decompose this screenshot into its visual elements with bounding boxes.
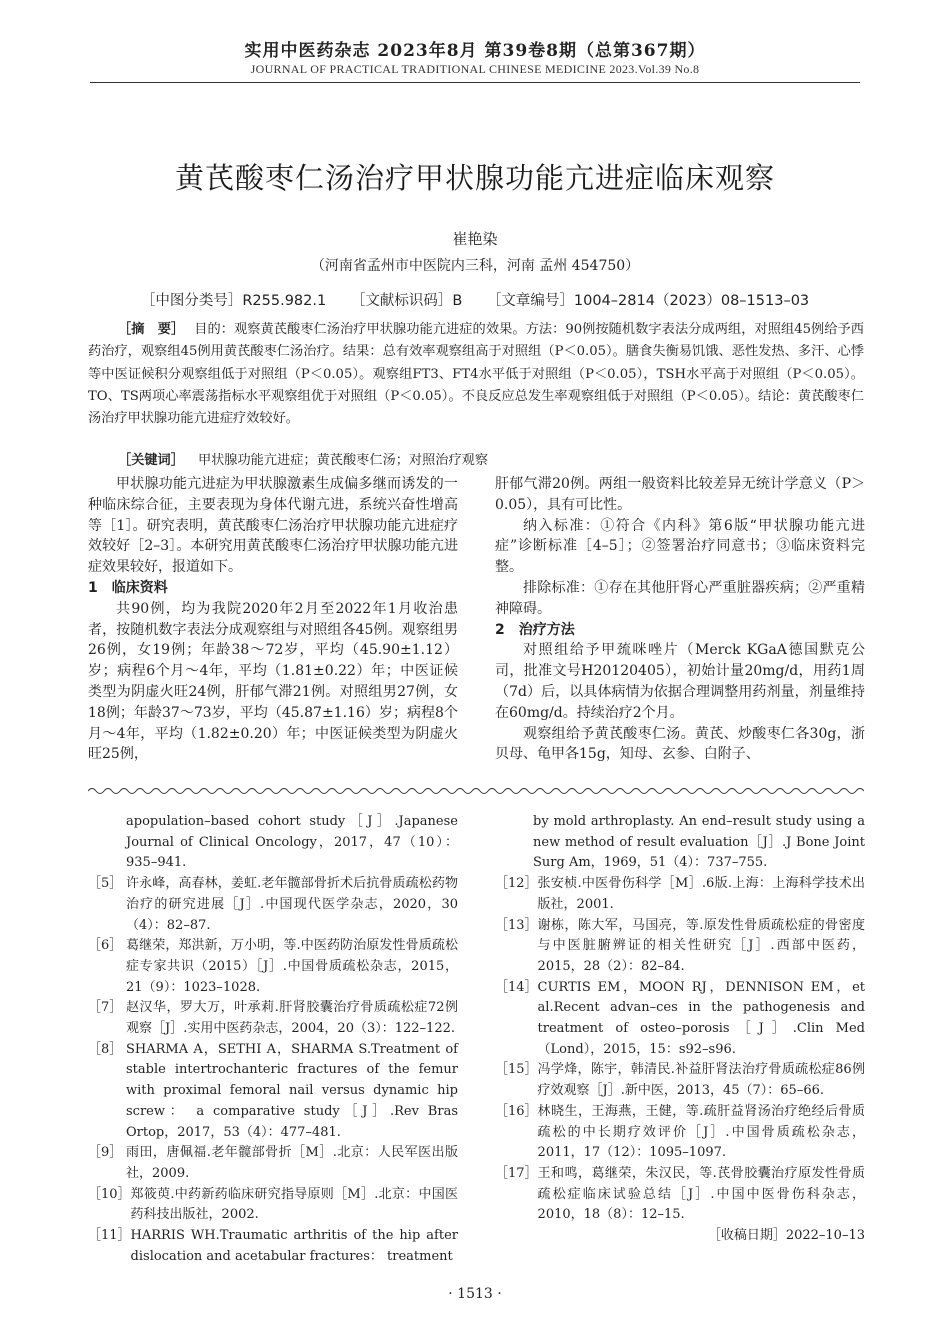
reference-number: ［14］	[495, 979, 538, 995]
reference-number: ［8］	[88, 1041, 123, 1057]
body-paragraph: 排除标准：①存在其他肝肾心严重脏器疾病；②严重精神障碍。	[495, 579, 865, 617]
reference-item	[88, 936, 458, 998]
reference-item	[495, 978, 865, 1061]
journal-header-en: JOURNAL OF PRACTICAL TRADITIONAL CHINESE MEDICINE 2023.Vol.39 No.8	[250, 62, 700, 76]
reference-text: 谢栋，陈大军，马国亮，等.原发性骨质疏松症的骨密度与中医脏腑辨证的相关性研究［J］.西部中医药，2015，28（2）：82–84.	[537, 917, 865, 974]
author: 崔艳染	[452, 230, 498, 248]
reference-number: ［12］	[495, 876, 538, 892]
reference-item	[495, 916, 865, 978]
references-column-left	[88, 812, 458, 1267]
body-paragraph: 甲状腺功能亢进症为甲状腺激素生成偏多继而诱发的一种临床综合征，主要表现为身体代谢亢进，系统兴奋性增高等［1］。研究表明，黄芪酸枣仁汤治疗甲状腺功能亢进症疗效较好［2–3］。本研究用黄芪酸枣仁汤治疗甲状腺功能亢进症效果较好，报道如下。	[88, 476, 458, 576]
clc-number: ［中图分类号］R255.982.1	[140, 293, 327, 309]
reference-number: ［6］	[88, 938, 123, 954]
reference-item	[495, 812, 865, 874]
reference-item	[495, 874, 865, 915]
reference-item	[495, 1164, 865, 1226]
reference-number: ［15］	[495, 1062, 538, 1078]
reference-item	[88, 1040, 458, 1144]
reference-item	[88, 1226, 458, 1267]
journal-header-cn: 实用中医药杂志 2023年8月 第39卷8期（总第367期）	[244, 41, 706, 61]
reference-number: ［7］	[88, 1000, 123, 1016]
reference-text: 雨田，唐佩福.老年髋部骨折［M］.北京：人民军医出版社，2009.	[126, 1145, 458, 1181]
abstract-text: 目的：观察黄芪酸枣仁汤治疗甲状腺功能亢进症的效果。方法：90例按随机数字表法分成两组，对照组45例给予西药治疗，观察组45例用黄芪酸枣仁汤治疗。结果：总有效率观察组高于对照组（P＜0.05）。膳食失衡易饥饿、恶性发热、多汗、心悸等中医证候积分观察组低于对照组（P＜0.05）。观察组FT3、FT4水平低于对照组（P＜0.05），TSH水平高于对照组（P＜0.05）。TO、TS两项心率震荡指标水平观察组优于对照组（P＜0.05）。不良反应总发生率观察组低于对照组（P＜0.05）。结论：黄芪酸枣仁汤治疗甲状腺功能亢进症疗效较好。	[88, 322, 864, 427]
abstract-label: ［摘 要］	[118, 322, 185, 337]
body-paragraph: 对照组给予甲巯咪唑片（Merck KGaA德国默克公司，批准文号H20120405），初始计量20mg/d，用药1周（7d）后，以具体病情为依据合理调整用药剂量，剂量维持在60mg/d。持续治疗2个月。	[495, 642, 865, 721]
wavy-divider	[88, 785, 864, 797]
body-column-right	[495, 474, 865, 765]
reference-item	[88, 874, 458, 936]
reference-text: SHARMA A，SETHI A，SHARMA S.Treatment of stable intertrochanteric fractures of the femur with proximal femoral nail versus dynamic hip screw： a comparative study［J］.Rev Bras Ortop，2017，53（4）：477–481.	[126, 1041, 458, 1140]
reference-text: 冯学烽，陈宇，韩清民.补益肝肾法治疗骨质疏松症86例疗效观察［J］.新中医，2013，45（7）：65–66.	[537, 1062, 865, 1099]
reference-number: ［5］	[88, 876, 123, 892]
header-rule	[90, 82, 860, 83]
body-paragraph: 肝郁气滞20例。两组一般资料比较差异无统计学意义（P＞0.05），具有可比性。	[495, 476, 865, 513]
reference-number: ［16］	[495, 1103, 538, 1119]
reference-text: 许永峰，高春林，姜虹.老年髋部骨折术后抗骨质疏松药物治疗的研究进展［J］.中国现代医学杂志，2020，30（4）：82–87.	[126, 876, 458, 933]
article-title: 黄芪酸枣仁汤治疗甲状腺功能亢进症临床观察	[174, 161, 775, 195]
reference-text: HARRIS WH.Traumatic arthritis of the hip after dislocation and acetabular fractures： treatment	[130, 1228, 458, 1264]
reference-number: ［11］	[88, 1228, 131, 1244]
reference-item	[88, 998, 458, 1039]
reference-text: apopulation–based cohort study［J］.Japanese Journal of Clinical Oncology，2017，47（10）：935–941.	[126, 814, 458, 871]
abstract	[88, 319, 864, 430]
reference-text: 郑筱萸.中药新药临床研究指导原则［M］.北京：中国医药科技出版社，2002.	[130, 1186, 458, 1223]
reference-text: CURTIS EM，MOON RJ，DENNISON EM，et al.Recent advan–ces in the pathogenesis and treatment of osteo–porosis［J］.Clin Med（Lond），2015，15：s92–s96.	[537, 979, 865, 1057]
reference-number: ［9］	[88, 1145, 123, 1161]
section-heading: 1 临床资料	[88, 579, 168, 596]
reference-item	[495, 1102, 865, 1164]
section-heading: 2 治疗方法	[495, 621, 575, 638]
article-number: ［文章编号］1004–2814（2023）08–1513–03	[486, 293, 810, 309]
reference-item	[495, 1060, 865, 1101]
reference-text: 林晓生，王海燕，王健，等.疏肝益肾汤治疗绝经后骨质疏松的中长期疗效评价［J］.中国骨质疏松杂志，2011，17（12）：1095–1097.	[537, 1103, 865, 1161]
keywords-label: ［关键词］	[118, 453, 184, 468]
reference-item	[88, 1143, 458, 1184]
body-paragraph: 观察组给予黄芪酸枣仁汤。黄芪、炒酸枣仁各30g，浙贝母、龟甲各15g，知母、玄参、白附子、	[495, 725, 865, 763]
classification-line	[0, 289, 950, 310]
reference-item	[88, 812, 458, 874]
document-code: ［文献标识码］B	[350, 293, 463, 309]
reference-item	[88, 1185, 458, 1226]
reference-text: 张安桢.中医骨伤科学［M］.6版.上海：上海科学技术出版社，2001.	[537, 876, 865, 912]
affiliation: （河南省孟州市中医院内三科，河南 孟州 454750）	[310, 258, 640, 274]
reference-number: ［13］	[495, 917, 538, 933]
reference-number: ［10］	[88, 1186, 131, 1202]
references-column-right	[495, 812, 865, 1247]
reference-text: 赵汉华，罗大万，叶承莉.肝肾胶囊治疗骨质疏松症72例观察［J］.实用中医药杂志，2004，20（3）：122–122.	[126, 1000, 458, 1037]
page-number: · 1513 ·	[448, 1286, 502, 1302]
keywords-text: 甲状腺功能亢进症；黄芪酸枣仁汤；对照治疗观察	[197, 453, 489, 468]
received-date: ［收稿日期］2022–10–13	[707, 1228, 865, 1244]
body-column-left	[88, 474, 458, 765]
body-paragraph: 纳入标准：①符合《内科》第6版“甲状腺功能亢进症”诊断标准［4–5］；②签署治疗同意书；③临床资料完整。	[495, 517, 865, 576]
body-paragraph: 共90例，均为我院2020年2月至2022年1月收治患者，按随机数字表法分成观察组与对照组各45例。观察组男26例，女19例；年龄38～72岁，平均（45.90±1.12）岁；病程6个月～4年，平均（1.81±0.22）年；中医证候类型为阴虚火旺24例，肝郁气滞21例。对照组男27例，女18例；年龄37～73岁，平均（45.87±1.16）岁；病程8个月～4年，平均（1.82±0.20）年；中医证候类型为阴虚火旺25例，	[88, 600, 458, 763]
reference-text: by mold arthroplasty. An end–result study using a new method of result evaluation［J］.J Bone Joint Surg Am，1969，51（4）：737–755.	[533, 814, 865, 871]
keywords	[88, 451, 864, 471]
reference-number: ［17］	[495, 1165, 538, 1181]
reference-text: 葛继荣，郑洪新，万小明，等.中医药防治原发性骨质疏松症专家共识（2015）［J］.中国骨质疏松杂志，2015，21（9）：1023–1028.	[126, 938, 458, 995]
reference-text: 王和鸣，葛继荣，朱汉民，等.芪骨胶囊治疗原发性骨质疏松症临床试验总结［J］.中国中医骨伤科杂志，2010，18（8）：12–15.	[537, 1165, 865, 1223]
